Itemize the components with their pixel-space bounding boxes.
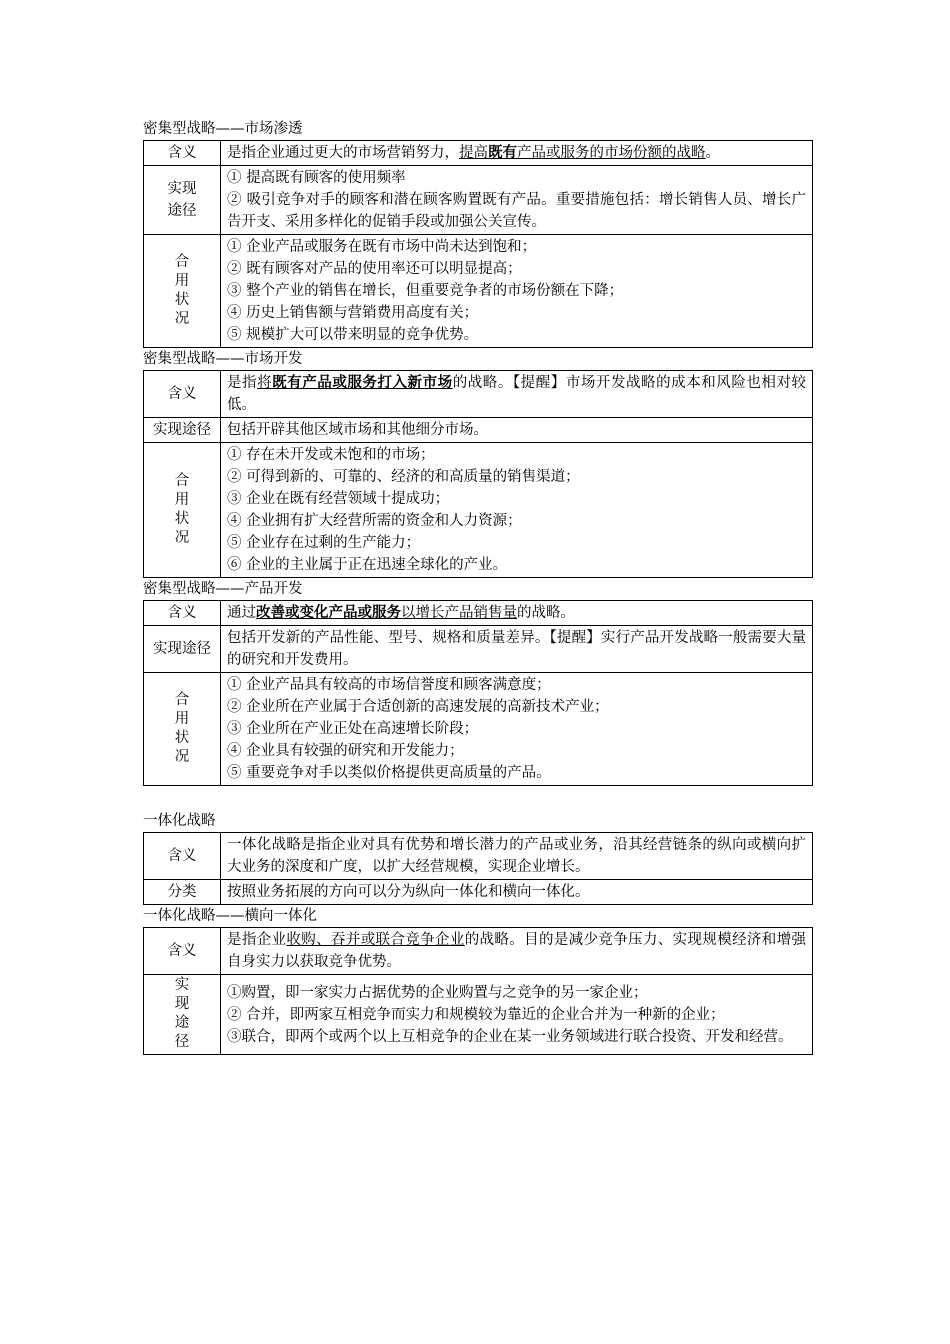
content-cell	[221, 673, 813, 786]
underlined-text: 将	[257, 375, 273, 391]
text-run: 是指	[227, 375, 258, 391]
table-row	[144, 928, 813, 975]
row-label: 分类	[144, 880, 221, 905]
list-item: ③联合，即两个或两个以上互相竞争的企业在某一业务领域进行联合投资、开发和经营。	[227, 1028, 793, 1045]
list-item: ① 企业产品具有较高的市场信誉度和顾客满意度；	[227, 677, 551, 693]
list-item: ③ 企业所在产业正处在高速增长阶段；	[227, 721, 479, 737]
list-item: ② 既有顾客对产品的使用率还可以明显提高；	[227, 261, 522, 277]
content-cell	[221, 418, 813, 443]
row-label: 含义	[144, 601, 221, 626]
list-item: ④ 历史上销售额与营销费用高度有关；	[227, 305, 479, 321]
section-title: 一体化战略	[143, 813, 216, 829]
strategy-table	[143, 600, 813, 786]
bold-underlined-text: 既有	[488, 144, 517, 161]
text-run: 是指企业	[227, 932, 287, 948]
text-run: 的战略。	[517, 605, 575, 621]
row-label: 含义	[144, 833, 221, 880]
underlined-text: 收购、吞并或联合竞争企业	[286, 932, 465, 948]
row-label	[144, 166, 221, 235]
list-item: 包括开发新的产品性能、型号、规格和质量差异。【提醒】实行产品开发战略一般需要大量的研究和开发费用。	[227, 630, 806, 668]
content-cell	[221, 626, 813, 673]
content-cell	[221, 235, 813, 348]
strategy-table	[143, 370, 813, 578]
text-run: 的战略。【提醒】市场开发战略的成本和风险也相对较低。	[227, 375, 807, 413]
table-row	[144, 626, 813, 673]
content-cell	[221, 833, 813, 880]
text-run: 的战略。目的是减少竞争压力、实现规模经济和增强自身实力以获取竞争优势。	[227, 932, 807, 970]
table-row	[144, 880, 813, 905]
definition-cell	[221, 141, 813, 166]
row-label: 实现途径	[144, 626, 221, 673]
table-row	[144, 443, 813, 578]
list-item: ④ 企业具有较强的研究和开发能力；	[227, 743, 464, 759]
underlined-text: 以增长产品销售量	[401, 605, 517, 621]
strategy-table	[143, 927, 813, 1055]
row-label	[144, 235, 221, 348]
section-title: 密集型战略——产品开发	[143, 581, 303, 597]
list-item: ① 企业产品或服务在既有市场中尚未达到饱和；	[227, 239, 537, 255]
row-label-text: 实现途径	[167, 181, 197, 219]
document-page	[143, 118, 813, 1055]
strategy-table	[143, 140, 813, 348]
list-item: ⑤ 企业存在过剩的生产能力；	[227, 535, 421, 551]
table-row	[144, 673, 813, 786]
list-item: ① 提高既有顾客的使用频率	[227, 170, 406, 186]
underlined-text: 提高	[459, 145, 488, 161]
list-item: ⑤ 重要竞争对手以类似价格提供更高质量的产品。	[227, 765, 551, 781]
list-item: ③ 企业在既有经营领域十提成功；	[227, 491, 450, 507]
list-item: 一体化战略是指企业对具有优势和增长潜力的产品或业务，沿其经营链条的纵向或横向扩大业务的深度和广度，以扩大经营规模，实现企业增长。	[227, 837, 806, 875]
row-label: 含义	[144, 371, 221, 418]
content-cell	[221, 443, 813, 578]
row-label-text: 合用状况	[174, 472, 190, 546]
row-label: 含义	[144, 141, 221, 166]
row-label-text: 合用状况	[174, 691, 190, 765]
table-row	[144, 418, 813, 443]
list-item: ② 吸引竞争对手的顾客和潜在顾客购置既有产品。重要措施包括：增长销售人员、增长广告开支、采用多样化的促销手段或加强公关宣传。	[227, 192, 806, 230]
list-item: ② 合并，即两家互相竞争而实力和规模较为靠近的企业合并为一种新的企业；	[227, 1006, 725, 1023]
table-row	[144, 975, 813, 1055]
definition-cell	[221, 371, 813, 418]
list-item: ① 存在未开发或未饱和的市场；	[227, 447, 435, 463]
strategy-table	[143, 832, 813, 905]
definition-cell	[221, 928, 813, 975]
bold-underlined-text: 改善或变化产品或服务	[256, 604, 401, 621]
table-row	[144, 166, 813, 235]
section-spacer	[143, 786, 813, 810]
section-title: 密集型战略——市场渗透	[143, 121, 303, 137]
text-run: 。	[705, 145, 720, 161]
table-row	[144, 601, 813, 626]
list-item: ③ 整个产业的销售在增长，但重要竞争者的市场份额在下降；	[227, 283, 624, 299]
table-row	[144, 833, 813, 880]
table-row	[144, 235, 813, 348]
content-cell	[221, 975, 813, 1055]
bold-underlined-text: 既有产品或服务打入新市场	[272, 374, 453, 391]
row-label-text: 合用状况	[174, 253, 190, 327]
section-title: 密集型战略——市场开发	[143, 351, 303, 367]
row-label: 含义	[144, 928, 221, 975]
table-row	[144, 141, 813, 166]
row-label	[144, 975, 221, 1055]
content-cell	[221, 880, 813, 905]
list-item: ⑤ 规模扩大可以带来明显的竞争优势。	[227, 327, 479, 343]
text-run: 通过	[227, 605, 256, 621]
definition-cell	[221, 601, 813, 626]
row-label	[144, 443, 221, 578]
underlined-text: 产品或服务的市场份额的战略	[517, 145, 706, 161]
list-item: ①购置，即一家实力占据优势的企业购置与之竞争的另一家企业；	[227, 984, 648, 1001]
row-label-text: 实现途径	[174, 977, 190, 1050]
row-label: 实现途径	[144, 418, 221, 443]
text-run: 是指企业通过更大的市场营销努力，	[227, 145, 459, 161]
list-item: ⑥ 企业的主业属于正在迅速全球化的产业。	[227, 557, 508, 573]
list-item: 按照业务拓展的方向可以分为纵向一体化和横向一体化。	[227, 884, 590, 900]
section-title: 一体化战略——横向一体化	[143, 908, 317, 924]
list-item: ② 可得到新的、可靠的、经济的和高质量的销售渠道；	[227, 469, 580, 485]
list-item: ② 企业所在产业属于合适创新的高速发展的高新技术产业；	[227, 699, 609, 715]
list-item: ④ 企业拥有扩大经营所需的资金和人力资源；	[227, 513, 522, 529]
content-cell	[221, 166, 813, 235]
list-item: 包括开辟其他区域市场和其他细分市场。	[227, 422, 488, 438]
table-row	[144, 371, 813, 418]
row-label	[144, 673, 221, 786]
